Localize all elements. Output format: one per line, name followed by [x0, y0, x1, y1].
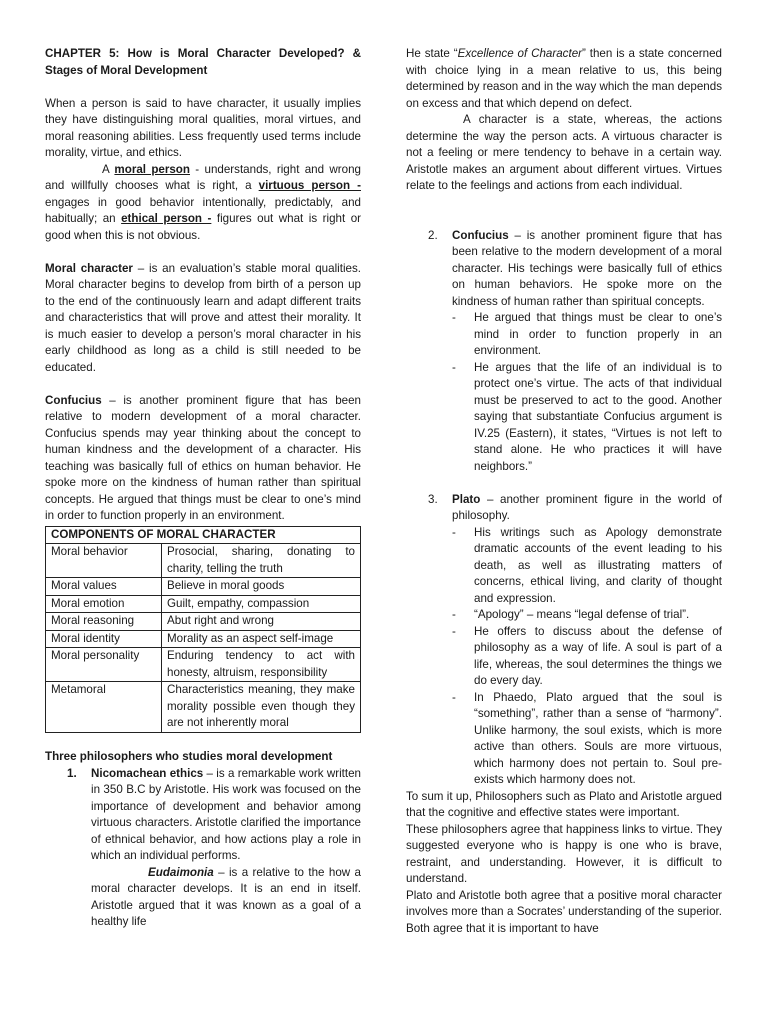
plato-bullet — [452, 624, 722, 690]
component-cell: Moral reasoning — [46, 613, 162, 631]
philosophers-heading: Three philosophers who studies moral development — [45, 750, 333, 763]
list-number: 2. — [428, 228, 438, 242]
table-row — [46, 682, 361, 733]
summary-paragraph-3: Plato and Aristotle both agree that a positive moral character involves more than a Socrates’ understanding of the superior. Both agree that it is important to have — [406, 888, 722, 935]
components-table — [45, 526, 361, 733]
component-cell: Moral identity — [46, 630, 162, 648]
bullet-text: In Phaedo, Plato argued that the soul is “something”, rather than a sense of “harmony”. Unlike harmony, the soul exists, which is more active than others. Souls are more virtuous, which harmony does not pertain to. Soul pre-exists which harmony does not. — [474, 690, 722, 786]
bullet-dash: - — [452, 624, 456, 638]
list-number: 3. — [428, 492, 438, 506]
text-run: – another prominent figure in the world of philosophy. — [452, 492, 722, 522]
text-run: ” then is a state concerned with choice lying in a mean relative to us, this being determined by reason and in the way which the man depends on excess and that which depend on defect. — [406, 47, 722, 110]
list-item-text — [452, 228, 722, 311]
character-state-paragraph: A character is a state, whereas, the actions determine the way the person acts. A virtuous character is not a feeling or mere tendency to behave in a certain way. Aristotle makes an argument about different virtues. Virtues relate to the feelings and actions from each individual. — [406, 113, 722, 192]
description-cell: Guilt, empathy, compassion — [162, 595, 361, 613]
moral-person-term: moral person — [114, 162, 190, 176]
component-cell: Moral emotion — [46, 595, 162, 613]
summary-paragraph-1: To sum it up, Philosophers such as Plato and Aristotle argued that the cognitive and effective states were important. — [406, 789, 722, 819]
list-number: 1. — [67, 766, 77, 780]
list-item-1 — [67, 766, 361, 865]
text-run: – is another prominent figure that has been relative to the modern development of a moral character. His techings were basically full of ethics on human behaviors. He spoke more on the kindness of human rather than spiritual concepts. — [452, 228, 722, 308]
component-cell: Moral personality — [46, 648, 162, 682]
bullet-dash: - — [452, 690, 456, 704]
right-column — [406, 46, 722, 937]
table-row — [46, 578, 361, 596]
text-run: He state “ — [406, 47, 458, 60]
text-run: – is a relative to the how a moral character develops. It is an end in itself. Aristotle argued that it was known as a goal of a healthy life — [91, 865, 361, 928]
bullet-dash: - — [452, 525, 456, 539]
bullet-text: “Apology” – means “legal defense of trial”. — [474, 608, 690, 621]
confucius-bullet — [452, 310, 722, 360]
text-run: figures out what is right or good when this is not obvious. — [45, 212, 362, 242]
confucius-bullet — [452, 360, 722, 476]
table-row — [46, 544, 361, 578]
text-run: - understands, right and wrong and willfully chooses what is right, a — [45, 162, 361, 192]
confucius-paragraph — [45, 393, 361, 525]
plato-bullet — [452, 607, 722, 624]
confucius-term: Confucius — [452, 228, 509, 242]
table-row — [46, 595, 361, 613]
moral-character-term: Moral character — [45, 261, 133, 275]
description-cell: Prosocial, sharing, donating to charity, telling the truth — [162, 544, 361, 578]
list-item-2 — [428, 228, 722, 311]
description-cell: Morality as an aspect self-image — [162, 630, 361, 648]
excellence-paragraph — [406, 46, 722, 112]
nicomachean-term: Nicomachean ethics — [91, 766, 204, 780]
left-column — [45, 46, 361, 931]
description-cell: Believe in moral goods — [162, 578, 361, 596]
text-run: – is an evaluation’s stable moral qualities. Moral character begins to develop from birth of a person up to the end of the continuously learn and adapt different traits and characteristics that will prove and attest their morality. It is much easier to develop a person’s moral character in his early childhood as long as a child is still needed to be educated. — [45, 261, 361, 374]
intro-paragraph: When a person is said to have character, it usually implies they have distinguishing moral qualities, moral virtues, and moral reasoning abilities. Less frequently used terms include morality, virtue, and ethics. — [45, 96, 361, 159]
chapter-title: CHAPTER 5: How is Moral Character Developed? & Stages of Moral Development — [45, 47, 361, 77]
text-run: engages in good behavior intentionally, predictably, and habitually; an — [45, 195, 361, 225]
table-row — [46, 648, 361, 682]
bullet-dash: - — [452, 360, 456, 374]
excellence-term: Excellence of Character — [457, 47, 583, 60]
bullet-text: His writings such as Apology demonstrate dramatic accounts of the event leading to his death, as well as illustrating matters of concerns, ethical living, and clarity of thought and expression. — [474, 525, 722, 605]
table-row — [46, 630, 361, 648]
bullet-text: He argued that things must be clear to one’s mind in order to function properly in an environment. — [474, 311, 722, 357]
bullet-text: He argues that the life of an individual is to protect one’s virtue. The acts of that individual must be preserved to act to the good. Another saying that substantiate Confucius argument is IV.25 (Eastern), it states, “Virtues is not left to stand alone. He who practices it will have neighbors.” — [474, 360, 722, 473]
confucius-term: Confucius — [45, 393, 102, 407]
virtuous-person-term: virtuous person - — [258, 179, 361, 192]
moral-character-paragraph — [45, 261, 361, 377]
component-cell: Metamoral — [46, 682, 162, 733]
list-item-text — [452, 492, 722, 525]
table-header: COMPONENTS OF MORAL CHARACTER — [46, 526, 361, 544]
component-cell: Moral behavior — [46, 544, 162, 578]
ethical-person-term: ethical person - — [121, 212, 212, 225]
list-item-3 — [428, 492, 722, 525]
table-header-row — [46, 526, 361, 544]
eudaimonia-paragraph — [91, 865, 361, 931]
plato-bullet — [452, 525, 722, 608]
component-cell: Moral values — [46, 578, 162, 596]
definitions-paragraph — [45, 162, 361, 245]
description-cell: Enduring tendency to act with honesty, altruism, responsibility — [162, 648, 361, 682]
description-cell: Characteristics meaning, they make morality possible even though they are not inherently moral — [162, 682, 361, 733]
text-run: – is another prominent figure that has been relative to modern development of a moral character. Confucius spends may year thinking about the concept to human kindness and the development of a character. His teaching was basically full of ethics on human behavior. He spoke more on the kindness of human rather than spiritual concepts. He argued that things must be clear to one’s mind in order to function properly in an environment. — [45, 393, 361, 522]
table-row — [46, 613, 361, 631]
text-run: A — [102, 162, 115, 176]
summary-paragraph-2: These philosophers agree that happiness links to virtue. They suggested everyone who is happy is one who is brave, restraint, and understanding. However, it is difficult to understand. — [406, 822, 722, 885]
plato-term: Plato — [452, 492, 481, 506]
plato-bullet — [452, 690, 722, 789]
description-cell: Abut right and wrong — [162, 613, 361, 631]
bullet-text: He offers to discuss about the defense of philosophy as a way of life. A soul is part of a life, whereas, the soul determines the things we do every day. — [474, 624, 722, 687]
bullet-dash: - — [452, 608, 456, 621]
bullet-dash: - — [452, 311, 456, 324]
list-item-text — [91, 766, 361, 865]
text-run: – is a remarkable work written in 350 B.C by Aristotle. His work was focused on the importance of development and behavior among virtuous characters. Aristotle clarified the importance of ethnical behavior, and how actions play a role in which an individual performs. — [91, 766, 361, 862]
eudaimonia-term: Eudaimonia — [148, 865, 214, 879]
